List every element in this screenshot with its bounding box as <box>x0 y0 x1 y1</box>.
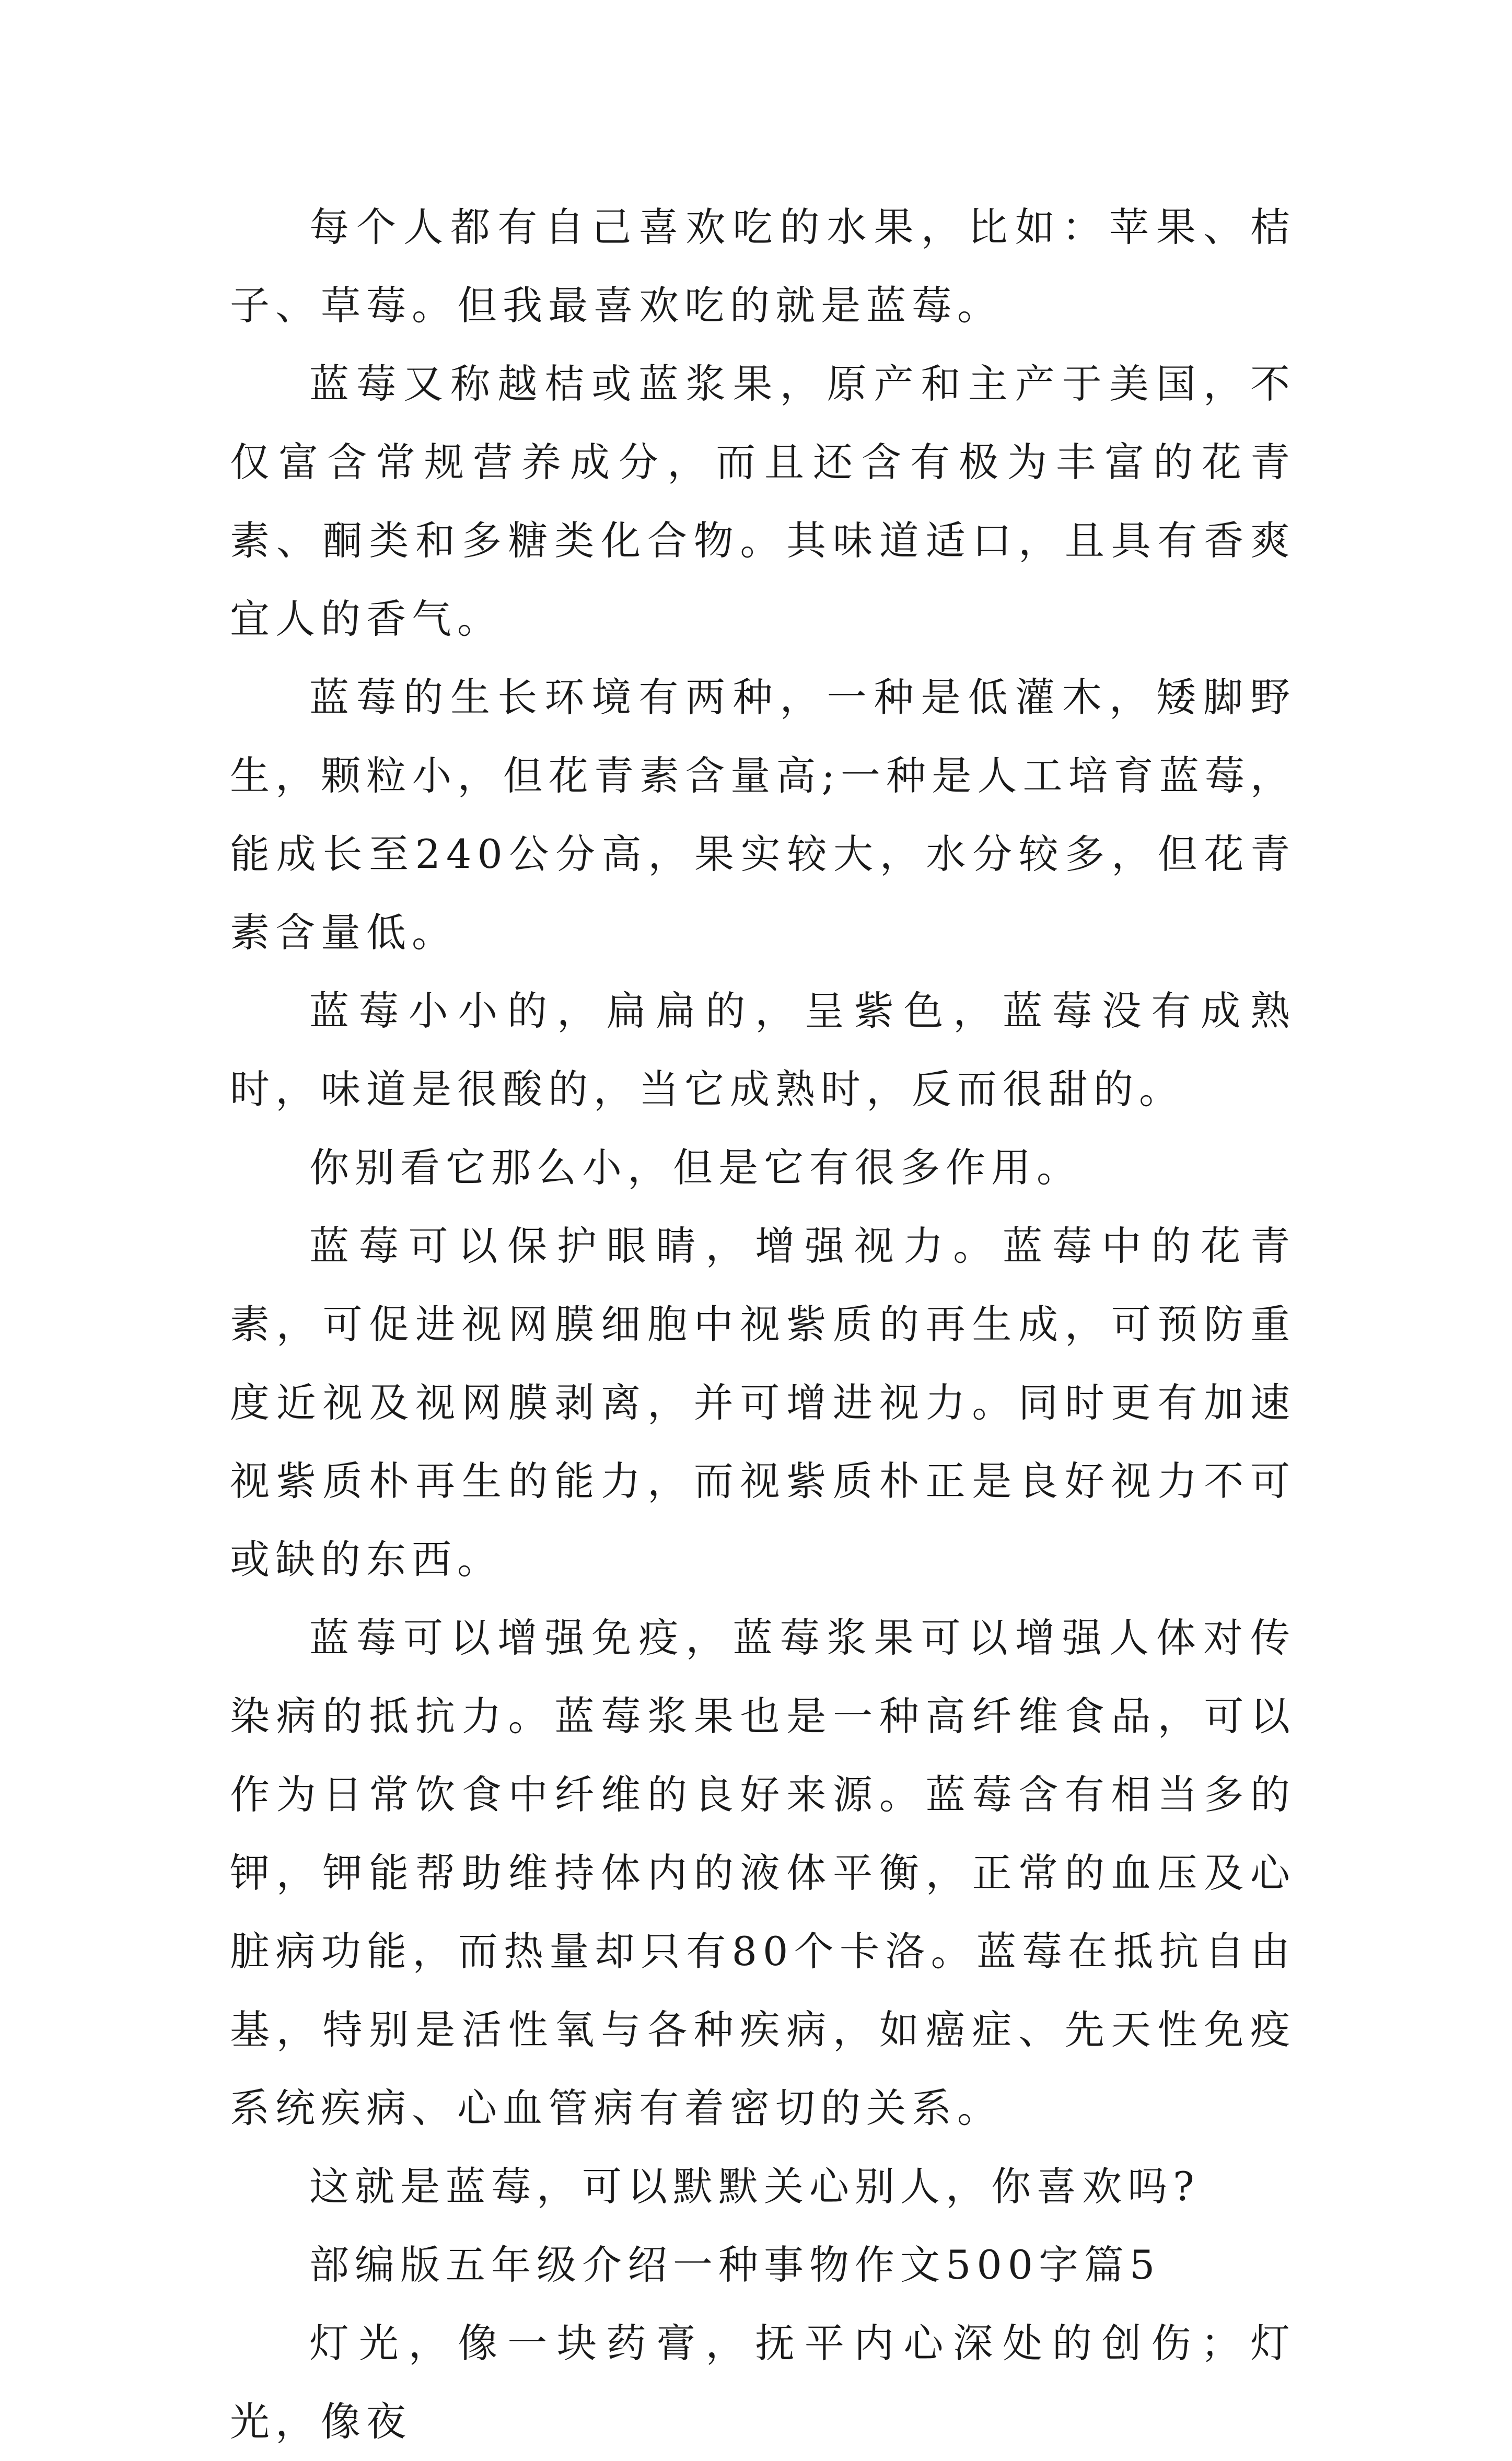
paragraph-light: 灯光，像一块药膏，抚平内心深处的创伤；灯光，像夜 <box>230 2320 1296 2445</box>
paragraph-appearance: 蓝莓小小的，扁扁的，呈紫色，蓝莓没有成熟时，味道是很酸的，当它成熟时，反而很甜的。 <box>230 988 1296 1112</box>
section-heading: 部编版五年级介绍一种事物作文500字篇5 <box>309 2242 1161 2288</box>
paragraph-eyesight: 蓝莓可以保护眼睛，增强视力。蓝莓中的花青素，可促进视网膜细胞中视紫质的再生成，可预防重度近视及视网膜剥离，并可增进视力。同时更有加速视紫质朴再生的能力，而视紫质朴正是良好视力不可或缺的东西。 <box>230 1223 1296 1583</box>
paragraph-intro: 每个人都有自己喜欢吃的水果，比如：苹果、桔子、草莓。但我最喜欢吃的就是蓝莓。 <box>230 204 1296 329</box>
paragraph-conclusion: 这就是蓝莓，可以默默关心别人，你喜欢吗? <box>309 2163 1200 2210</box>
paragraph-origin: 蓝莓又称越桔或蓝浆果，原产和主产于美国，不仅富含常规营养成分，而且还含有极为丰富的花青素、酮类和多糖类化合物。其味道适口，且具有香爽宜人的香气。 <box>230 361 1296 642</box>
essay-body <box>230 188 1296 2461</box>
paragraph-environment: 蓝莓的生长环境有两种，一种是低灌木，矮脚野生，颗粒小，但花青素含量高;一种是人工培育蓝莓，能成长至240公分高，果实较大，水分较多，但花青素含量低。 <box>230 674 1296 956</box>
paragraph-uses-intro: 你别看它那么小，但是它有很多作用。 <box>309 1144 1082 1191</box>
paragraph-immunity: 蓝莓可以增强免疫，蓝莓浆果可以增强人体对传染病的抵抗力。蓝莓浆果也是一种高纤维食品，可以作为日常饮食中纤维的良好来源。蓝莓含有相当多的钾，钾能帮助维持体内的液体平衡，正常的血压及心脏病功能，而热量却只有80个卡洛。蓝莓在抵抗自由基，特别是活性氧与各种疾病，如癌症、先天性免疫系统疾病、心血管病有着密切的关系。 <box>230 1615 1296 2131</box>
